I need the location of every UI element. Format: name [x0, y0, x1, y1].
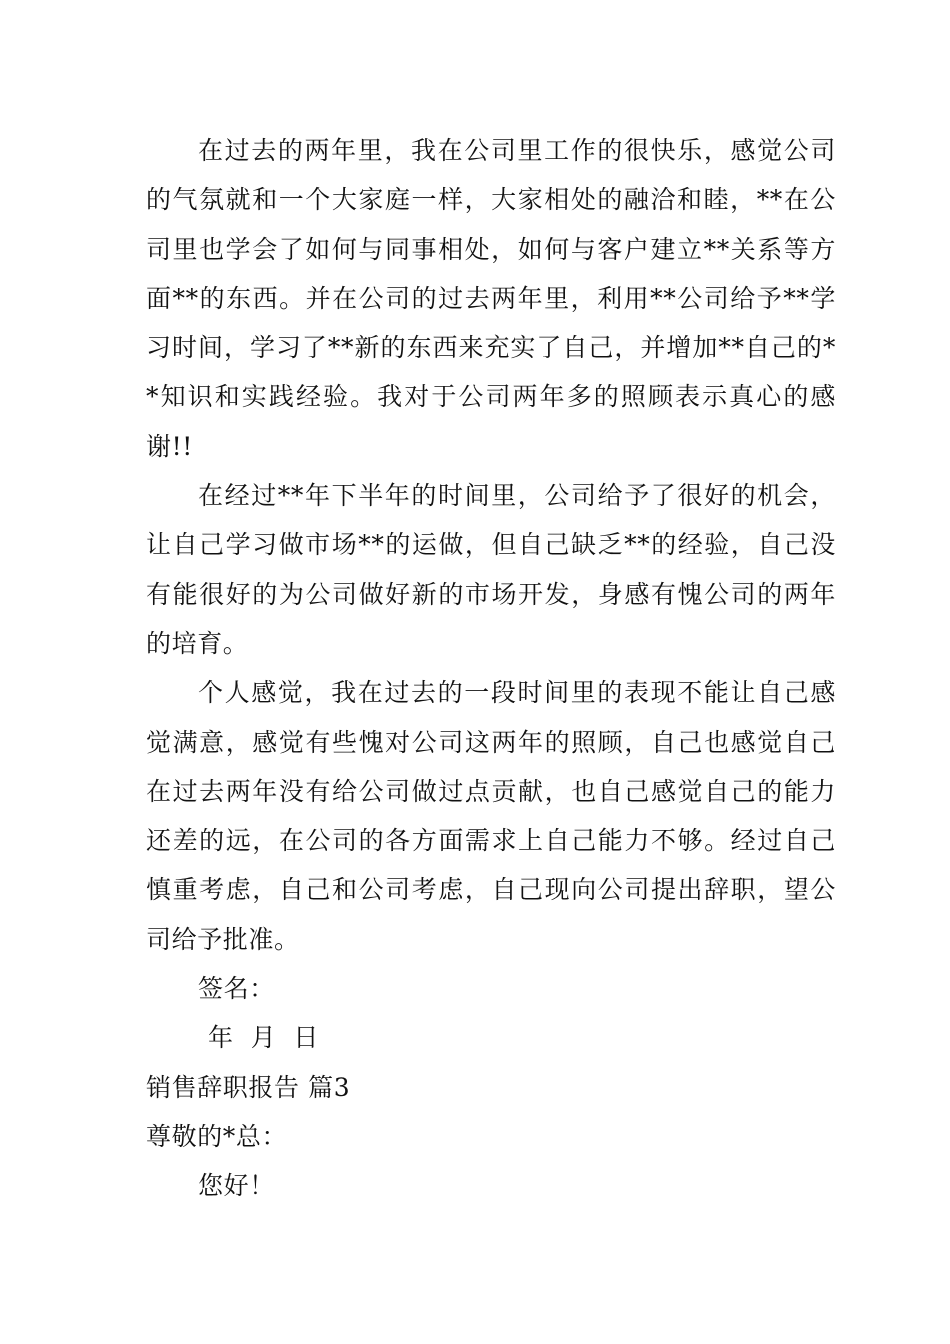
- signature-label: 签名：: [198, 974, 275, 1004]
- paragraph-market-experience: 在经过**年下半年的时间里，公司给予了很好的机会，让自己学习做市场**的运做，但自己缺乏**的经验，自己没有能很好的为公司做好新的市场开发，身感有愧公司的两年的培育。: [146, 481, 836, 658]
- paragraph-resignation-reason: 个人感觉，我在过去的一段时间里的表现不能让自己感觉满意，感觉有些愧对公司这两年的照顾，自己也感觉自己在过去两年没有给公司做过点贡献，也自己感觉自己的能力还差的远，在公司的各方面需求上自己能力不够。经过自己慎重考虑，自己和公司考虑，自己现向公司提出辞职，望公司给予批准。: [146, 678, 836, 954]
- paragraph-gratitude: 在过去的两年里，我在公司里工作的很快乐，感觉公司的气氛就和一个大家庭一样，大家相处的融洽和睦，**在公司里也学会了如何与同事相处，如何与客户建立**关系等方面**的东西。并在公司的过去两年里，利用**公司给予**学习时间，学习了**新的东西来充实了自己，并增加**自己的**知识和实践经验。我对于公司两年多的照顾表示真心的感谢!!: [146, 136, 836, 461]
- section-title: 销售辞职报告 篇3: [146, 1072, 351, 1102]
- salutation: 尊敬的*总：: [146, 1121, 288, 1151]
- greeting: 您好！: [198, 1171, 275, 1201]
- document-body: [146, 126, 836, 1211]
- date-line: 年 月 日: [208, 1023, 319, 1053]
